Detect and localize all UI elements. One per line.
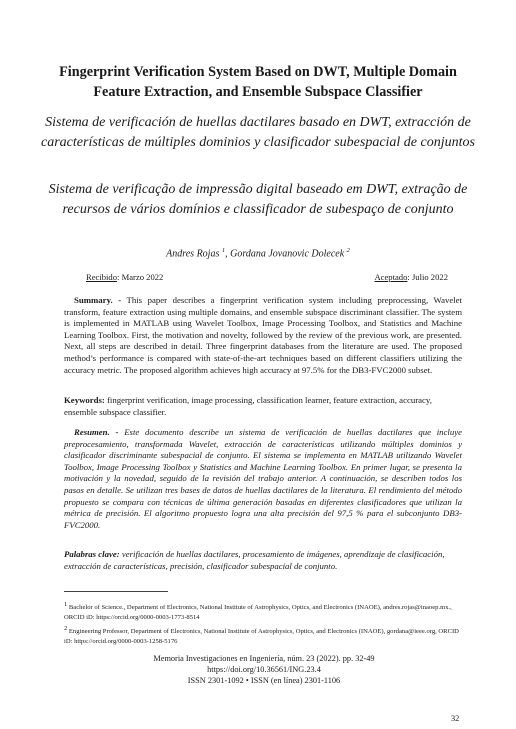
author-1-name: Andres Rojas [166, 248, 220, 260]
journal-citation: Memoria Investigaciones en Ingeniería, núm. 23 (2022). pp. 32-49 [153, 654, 375, 663]
author-2-name: Gordana Jovanovic Dolecek [230, 248, 345, 260]
palabras-text: verificación de huellas dactilares, procesamiento de imágenes, aprendizaje de clasificación, extracción de características, precisión, clasificador subespacial de conjunto. [64, 549, 445, 571]
abstract-label: Summary. - [74, 295, 122, 305]
submission-dates [86, 272, 448, 283]
footnote-1-mark: 1 [64, 601, 68, 608]
accepted-date [374, 272, 448, 283]
footnote-2 [64, 624, 464, 647]
abstract-english [64, 295, 462, 376]
author-2-affiliation-mark: 2 [346, 247, 350, 254]
abstract-text: This paper describes a fingerprint verification system including preprocessing, Wavelet transform, feature extraction using multiple domains, and ensemble subspace discriminant classifier. The system is implemented in MATLAB using Wavelet Toolbox, Image Processing Toolbox, and Statistics and Machine Learning Toolbox. First, the motivation and novelty, followed by the review of the previous work, are presented. Next, all steps are described in detail. Three fingerprint databases from the literature are used. The proposed method’s performance is compared with state-of-the-art techniques based on different classifiers utilizing the accuracy metric. The proposed algorithm achieves high accuracy at 97.5% for the DB3-FVC2000 subset. [64, 295, 462, 375]
keywords-text: fingerprint verification, image processing, classification learner, feature extraction, accuracy, ensemble subspace classifier. [64, 395, 432, 417]
resumen-text: Este documento describe un sistema de verificación de huellas dactilares que incluye preprocesamiento, transformada Wavelet, extracción de características utilizando múltiples dominios y clasificador discriminante subespacial de conjunto. El sistema se implementa en MATLAB utilizando Wavelet Toolbox, Image Processing Toolbox y Statistics and Machine Learning Toolbox. En primer lugar, se presenta la motivación y la novedad, seguido de la revisión del trabajo anterior. A continuación, se describen todos los pasos en detalle. Se utilizan tres bases de datos de huellas dactilares de la literatura. El rendimiento del método propuesto se compara con técnicas de última generación basadas en diferentes clasificadores que utilizan la métrica de precisión. El algoritmo propuesto logra una alta precisión del 97,5 % para el subconjunto DB3-FVC2000. [64, 427, 463, 530]
footnote-1 [64, 600, 464, 623]
author-separator: , [225, 248, 231, 260]
title-english: Fingerprint Verification System Based on DWT, Multiple Domain Feature Extraction, and Ensemble Subspace Classifier [59, 64, 457, 100]
resumen-label: Resumen. - [74, 427, 119, 437]
footnote-divider [64, 591, 168, 592]
keywords-english [64, 395, 462, 418]
received-label: Recibido [86, 272, 118, 282]
abstract-spanish [64, 427, 462, 531]
journal-footer [64, 653, 464, 686]
keywords-label: Keywords: [64, 395, 105, 405]
received-value: : Marzo 2022 [117, 272, 164, 282]
footnote-2-text: Engineering Professor, Department of Electronics, National Institute of Astrophysics, Optics, and Electronics (INAOE), gordana@ieee.org, ORCID iD: https://orcid.org/0000-0003-1258-5176 [64, 628, 459, 646]
footnote-2-mark: 2 [64, 625, 68, 632]
author-line [40, 245, 476, 260]
keywords-spanish [64, 549, 462, 572]
page-number: 32 [451, 714, 460, 723]
author-1-affiliation-mark: 1 [221, 247, 226, 254]
title-portuguese: Sistema de verificação de impressão digital baseado em DWT, extração de recursos de vários domínios e classificador de subespaço de conjunto [48, 182, 468, 217]
title-spanish: Sistema de verificación de huellas dactilares basado en DWT, extracción de características de múltiples dominios y clasificador subespacial de conjuntos [41, 115, 475, 150]
doi-link[interactable]: https://doi.org/10.36561/ING.23.4 [207, 665, 321, 674]
accepted-label: Aceptado [374, 272, 408, 282]
palabras-label: Palabras clave: [64, 549, 120, 559]
received-date [86, 272, 163, 283]
footnote-1-text: Bachelor of Science., Department of Electronics, National Institute of Astrophysics, Optics, and Electronics (INAOE), andres.rojas@inaoep.mx., ORCID iD: https://orcid.org/0000-0003-1773-8514 [64, 604, 452, 622]
accepted-value: : Julio 2022 [407, 272, 448, 282]
issn-line: ISSN 2301-1092 • ISSN (en línea) 2301-1106 [187, 676, 341, 685]
